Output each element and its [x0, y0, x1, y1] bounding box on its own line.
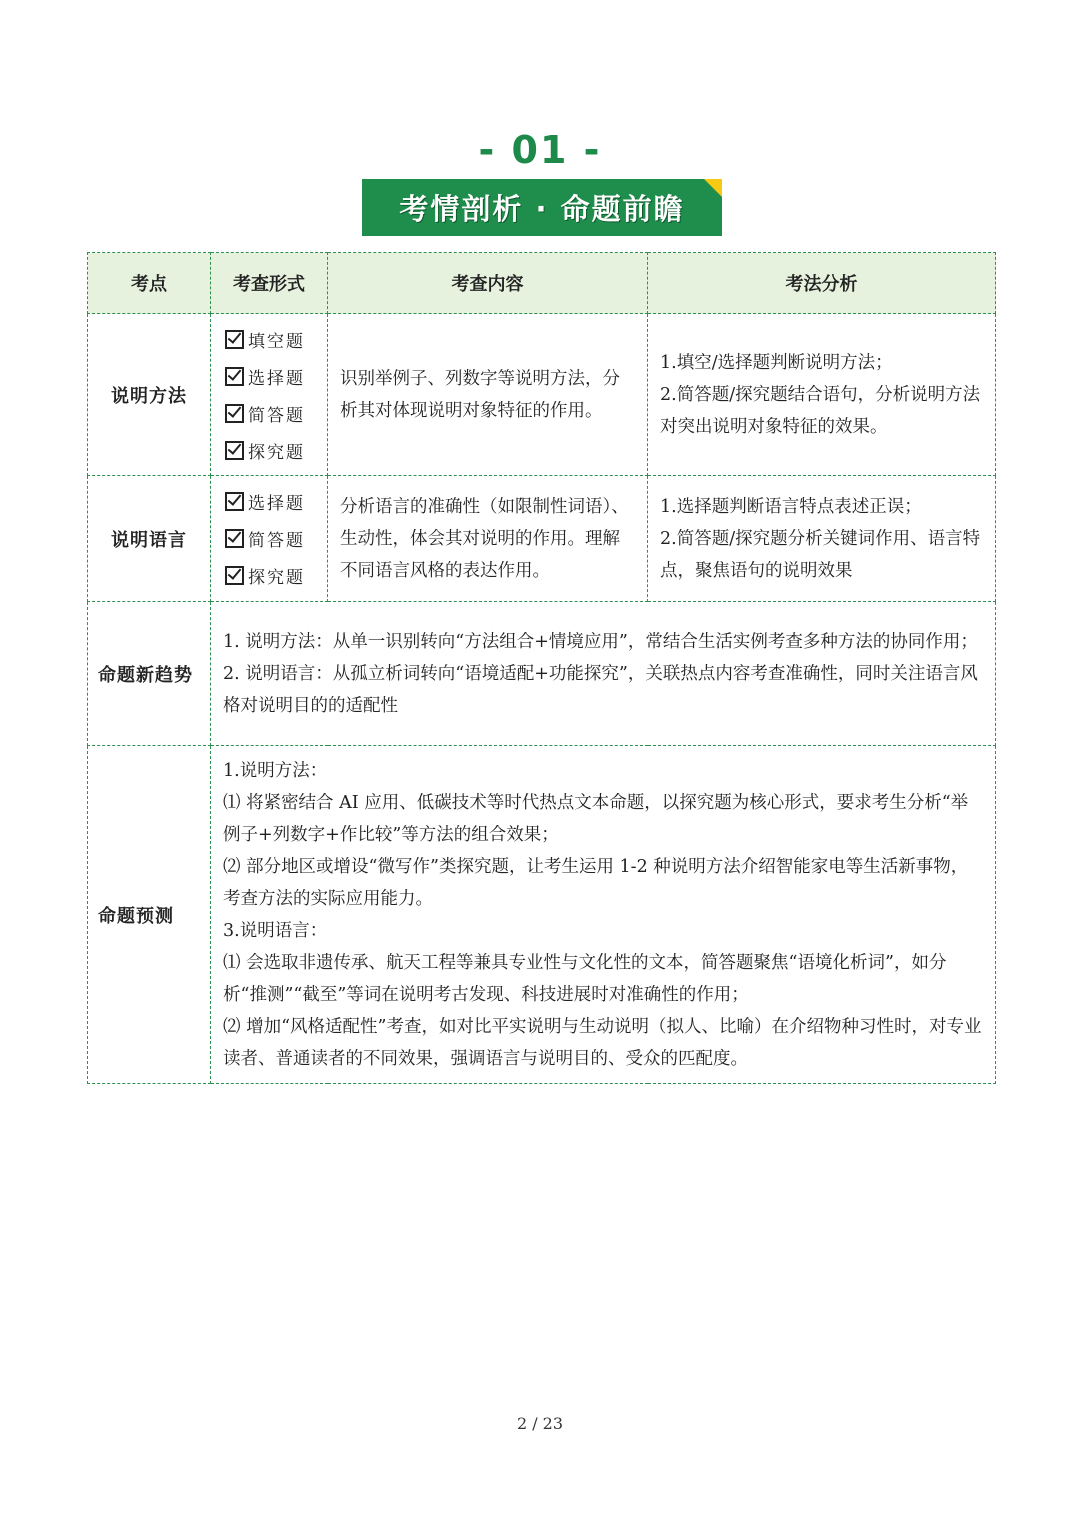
- row-point: 说明方法: [88, 314, 211, 476]
- forecast-item: ⑴ 将紧密结合 AI 应用、低碳技术等时代热点文本命题，以探究题为核心形式，要求考生分析“举例子+列数字+作比较”等方法的组合效果；: [223, 792, 969, 845]
- forecast-row: [88, 746, 996, 1084]
- row-forms: [211, 476, 328, 602]
- form-item: [225, 358, 327, 395]
- form-label: 探究题: [248, 568, 305, 588]
- table-row: [88, 476, 996, 602]
- header-cell: 考点: [88, 253, 211, 314]
- trend-item: 2. 说明语言：从孤立析词转向“语境适配+功能探究”，关联热点内容考查准确性，同时关注语言风格对说明目的的适配性: [223, 663, 978, 716]
- forecast-item: 1.说明方法：: [223, 760, 328, 781]
- checkbox-checked-icon: [225, 330, 244, 349]
- form-label: 填空题: [248, 331, 305, 352]
- checkbox-checked-icon: [225, 529, 244, 548]
- table-row: [88, 314, 996, 476]
- checkbox-checked-icon: [225, 492, 244, 511]
- form-label: 简答题: [248, 531, 305, 551]
- forecast-item: ⑴ 会选取非遗传承、航天工程等兼具专业性与文化性的文本，简答题聚焦“语境化析词”，如分析“推测”“截至”等词在说明考古发现、科技进展时对准确性的作用；: [223, 952, 947, 1005]
- row-content: 识别举例子、列数字等说明方法，分析其对体现说明对象特征的作用。: [328, 314, 648, 476]
- form-item: [225, 321, 327, 358]
- table-header-row: [88, 253, 996, 314]
- trend-content: [211, 602, 996, 746]
- row-forms: [211, 314, 328, 476]
- header-cell: 考查内容: [328, 253, 648, 314]
- trend-row: [88, 602, 996, 746]
- form-label: 选择题: [248, 494, 305, 514]
- form-item: [225, 557, 327, 594]
- forecast-item: ⑵ 部分地区或增设“微写作”类探究题，让考生运用 1-2 种说明方法介绍智能家电等生活新事物，考查方法的实际应用能力。: [223, 856, 969, 909]
- banner-title: 考情剖析 · 命题前瞻: [399, 192, 685, 226]
- forecast-item: 3.说明语言：: [223, 920, 328, 941]
- row-point: 说明语言: [88, 476, 211, 602]
- checkbox-checked-icon: [225, 367, 244, 386]
- trend-item: 1. 说明方法：从单一识别转向“方法组合+情境应用”，常结合生活实例考查多种方法的协同作用；: [223, 631, 978, 652]
- form-item: [225, 432, 327, 469]
- row-analysis: [648, 476, 996, 602]
- analysis-line: 2.简答题/探究题结合语句，分析说明方法对突出说明对象特征的效果。: [660, 384, 981, 437]
- analysis-line: 1.选择题判断语言特点表述正误；: [660, 496, 922, 517]
- form-item: [225, 395, 327, 432]
- checkbox-checked-icon: [225, 404, 244, 423]
- section-banner: [362, 179, 722, 236]
- checkbox-checked-icon: [225, 441, 244, 460]
- exam-analysis-table: [87, 252, 996, 1084]
- row-analysis: [648, 314, 996, 476]
- forecast-item: ⑵ 增加“风格适配性”考查，如对比平实说明与生动说明（拟人、比喻）在介绍物种习性时，对专业读者、普通读者的不同效果，强调语言与说明目的、受众的匹配度。: [223, 1016, 982, 1069]
- form-item: [225, 520, 327, 557]
- form-label: 探究题: [248, 442, 305, 463]
- section-number: - 01 -: [478, 128, 602, 172]
- header-cell: 考查形式: [211, 253, 328, 314]
- analysis-line: 2.简答题/探究题分析关键词作用、语言特点，聚焦语句的说明效果: [660, 528, 981, 581]
- page-number: 2 / 23: [516, 1414, 564, 1433]
- form-item: [225, 483, 327, 520]
- checkbox-checked-icon: [225, 566, 244, 585]
- trend-label: 命题新趋势: [88, 602, 211, 746]
- forecast-label: 命题预测: [88, 746, 211, 1084]
- analysis-line: 1.填空/选择题判断说明方法；: [660, 352, 893, 373]
- header-cell: 考法分析: [648, 253, 996, 314]
- form-label: 简答题: [248, 405, 305, 426]
- forecast-content: [211, 746, 996, 1084]
- form-label: 选择题: [248, 368, 305, 389]
- row-content: 分析语言的准确性（如限制性词语）、生动性，体会其对说明的作用。理解不同语言风格的表达作用。: [328, 476, 648, 602]
- banner-corner-decoration: [704, 179, 722, 197]
